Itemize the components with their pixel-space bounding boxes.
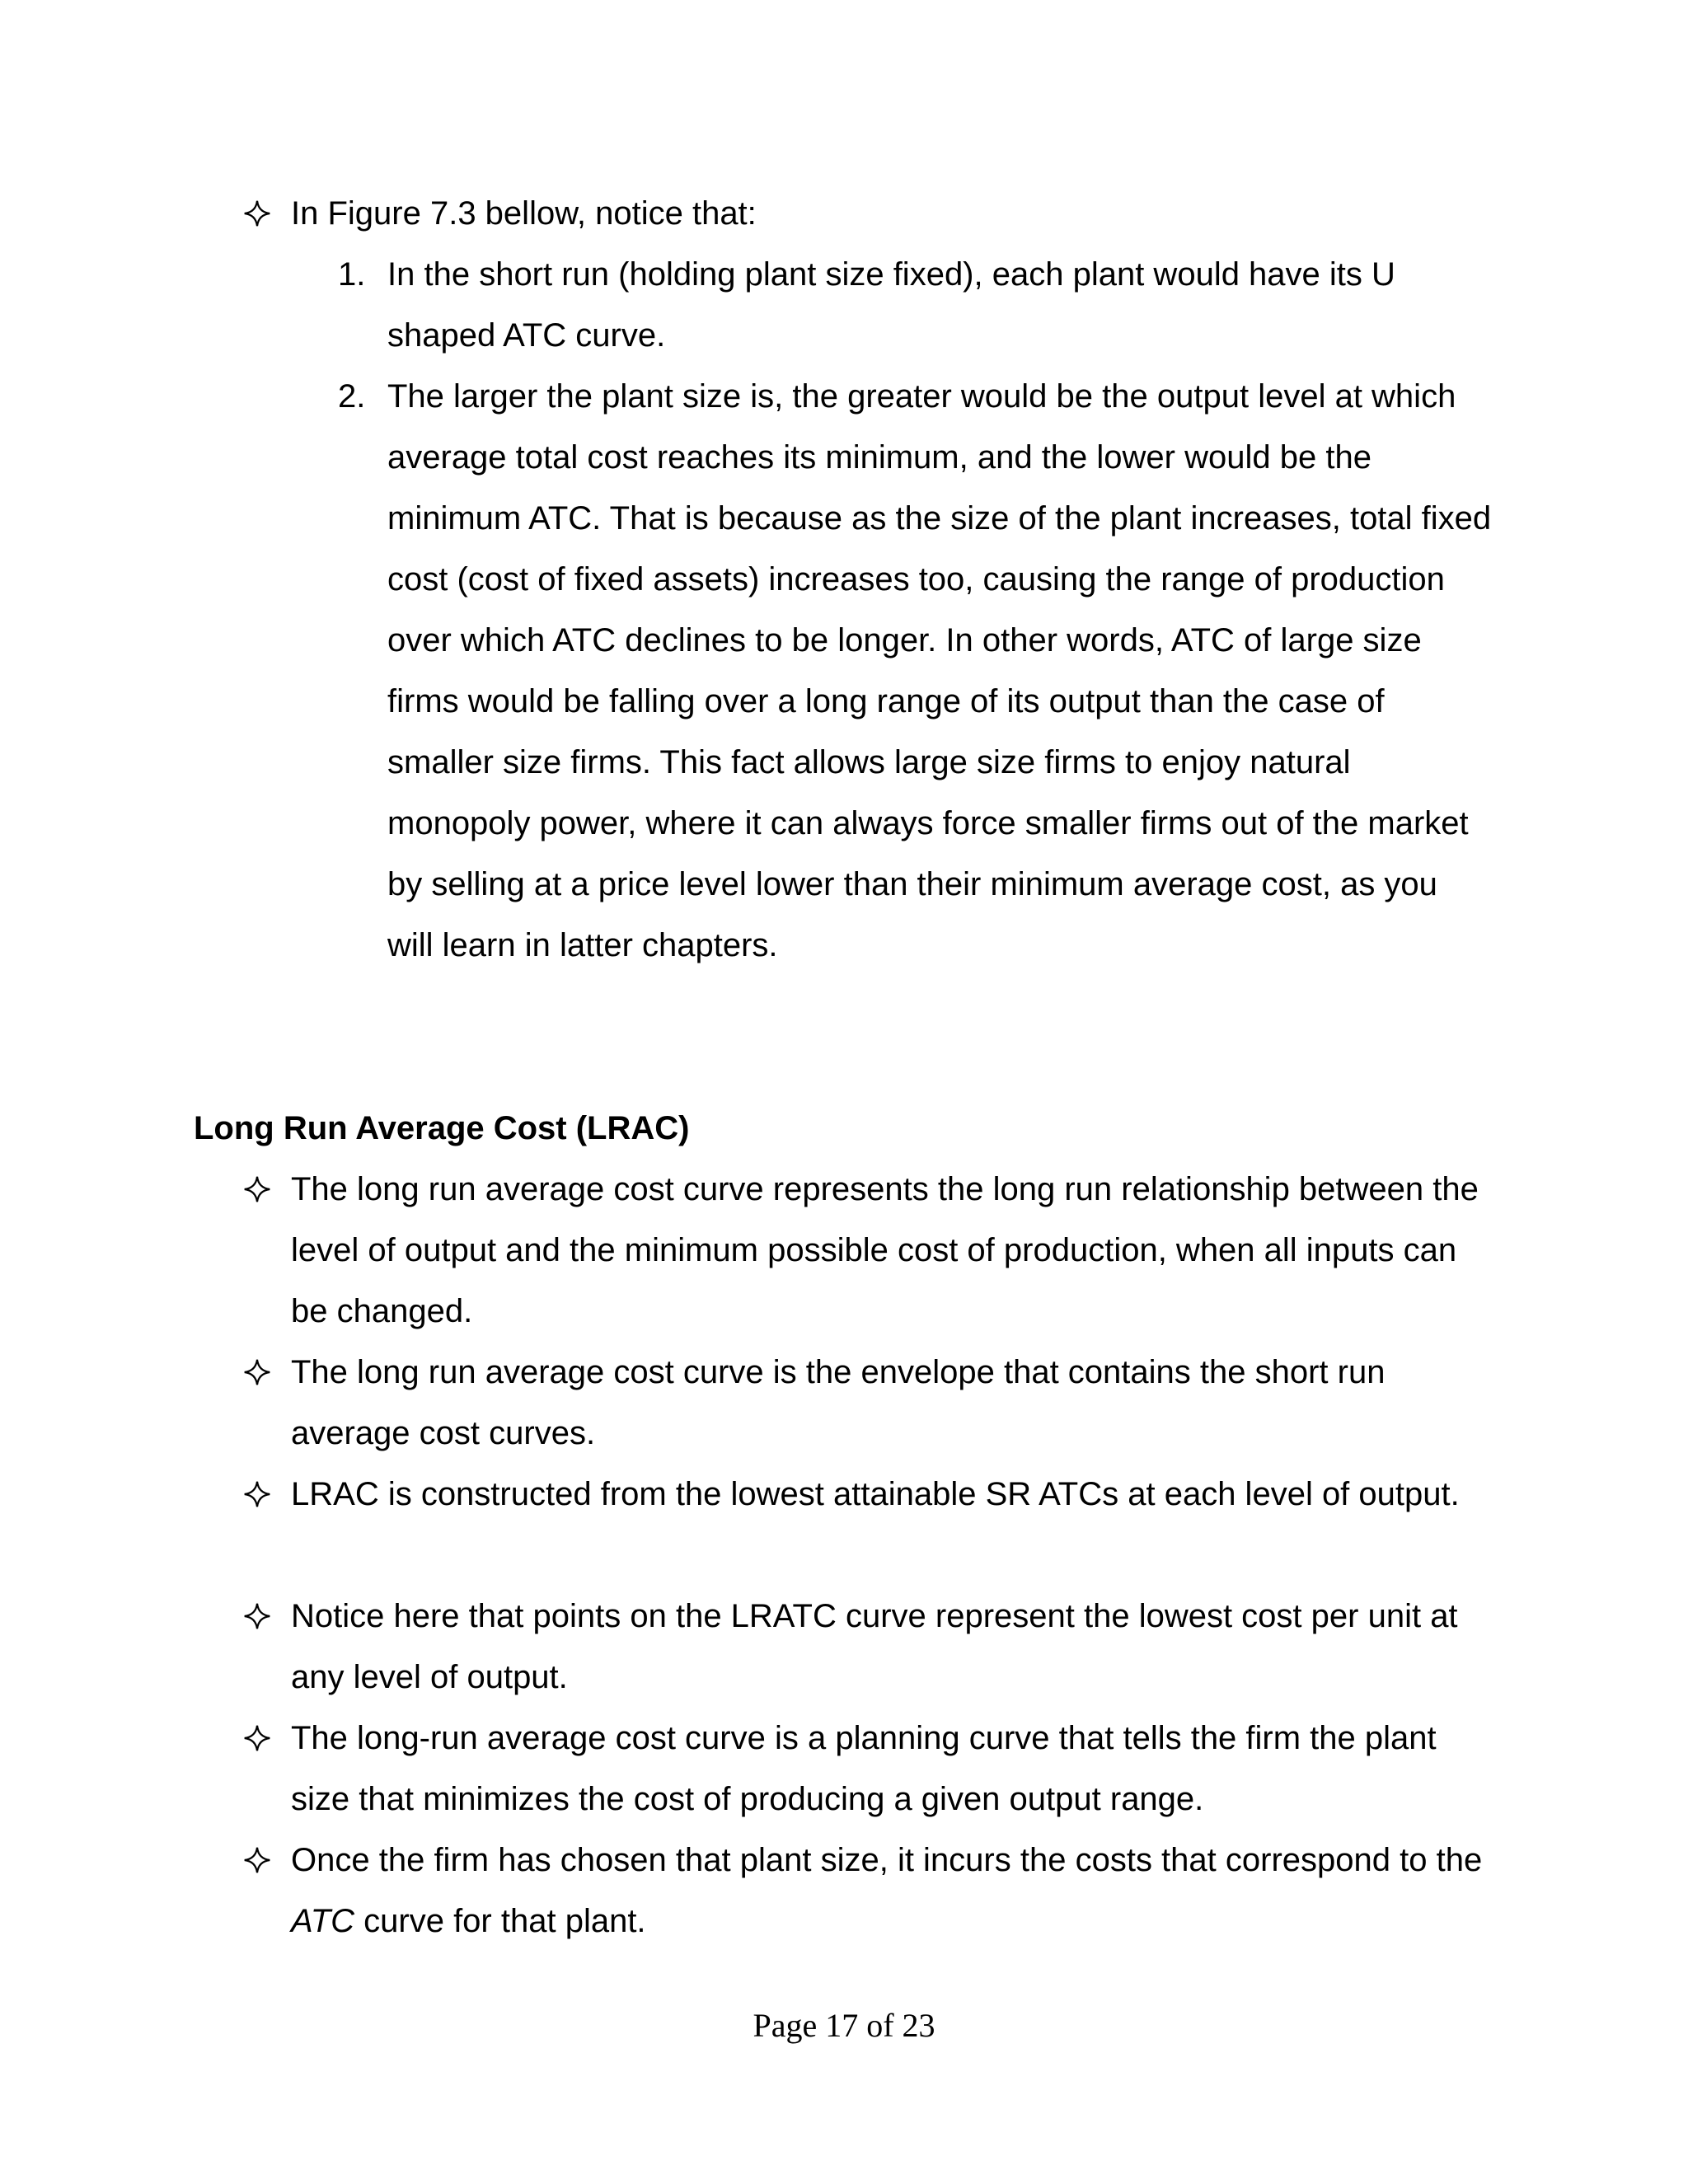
lrac-bullet-6 bbox=[243, 1830, 1496, 1952]
bullet-text-part: Once the firm has chosen that plant size, it incurs the costs that correspond to the bbox=[291, 1842, 1483, 1878]
lrac-bullet-2 bbox=[243, 1342, 1496, 1464]
page-number-footer: Page 17 of 23 bbox=[753, 2007, 935, 2044]
numbered-item-2 bbox=[338, 366, 1492, 976]
star-bullet-icon bbox=[243, 1464, 291, 1525]
numbered-text: In the short run (holding plant size fixed), each plant would have its U shaped ATC curve. bbox=[387, 256, 1395, 354]
star-bullet-icon bbox=[243, 183, 291, 244]
italic-atc-term: ATC bbox=[291, 1903, 355, 1939]
star-bullet-icon bbox=[243, 1830, 291, 1891]
bullet-text bbox=[291, 1830, 1486, 1952]
lrac-bullet-1 bbox=[243, 1159, 1496, 1342]
intro-bullet bbox=[243, 183, 1496, 244]
star-bullet-icon bbox=[243, 1586, 291, 1647]
numbered-marker: 1. bbox=[338, 256, 366, 293]
bullet-text: Notice here that points on the LRATC curve represent the lowest cost per unit at any level of output. bbox=[291, 1598, 1458, 1695]
lrac-bullet-5 bbox=[243, 1708, 1496, 1830]
intro-text: In Figure 7.3 bellow, notice that: bbox=[291, 195, 757, 232]
section-heading: Long Run Average Cost (LRAC) bbox=[194, 1110, 690, 1146]
bullet-text-part: curve for that plant. bbox=[354, 1903, 646, 1939]
numbered-marker: 2. bbox=[338, 378, 366, 415]
star-bullet-icon bbox=[243, 1159, 291, 1220]
bullet-text: The long-run average cost curve is a planning curve that tells the firm the plant size that minimizes the cost of producing a given output range. bbox=[291, 1720, 1437, 1817]
bullet-text: LRAC is constructed from the lowest attainable SR ATCs at each level of output. bbox=[291, 1476, 1460, 1512]
bullet-text: The long run average cost curve represents the long run relationship between the level of output and the minimum possible cost of production, when all inputs can be changed. bbox=[291, 1171, 1479, 1329]
lrac-bullet-3 bbox=[243, 1464, 1496, 1525]
bullet-text: The long run average cost curve is the envelope that contains the short run average cost curves. bbox=[291, 1354, 1386, 1451]
lrac-bullet-4 bbox=[243, 1586, 1496, 1708]
star-bullet-icon bbox=[243, 1342, 291, 1403]
star-bullet-icon bbox=[243, 1708, 291, 1769]
numbered-text: The larger the plant size is, the greater would be the output level at which average total cost reaches its minimum, and the lower would be the minimum ATC. That is because as the size of the plant increases, total fixed cost (cost of fixed assets) increases too, causing the range of production over which ATC declines to be longer. In other words, ATC of large size firms would be falling over a long range of its output than the case of smaller size firms. This fact allows large size firms to enjoy natural monopoly power, where it can always force smaller firms out of the market by selling at a price level lower than their minimum average cost, as you will learn in latter chapters. bbox=[387, 378, 1492, 963]
numbered-item-1 bbox=[338, 244, 1492, 366]
